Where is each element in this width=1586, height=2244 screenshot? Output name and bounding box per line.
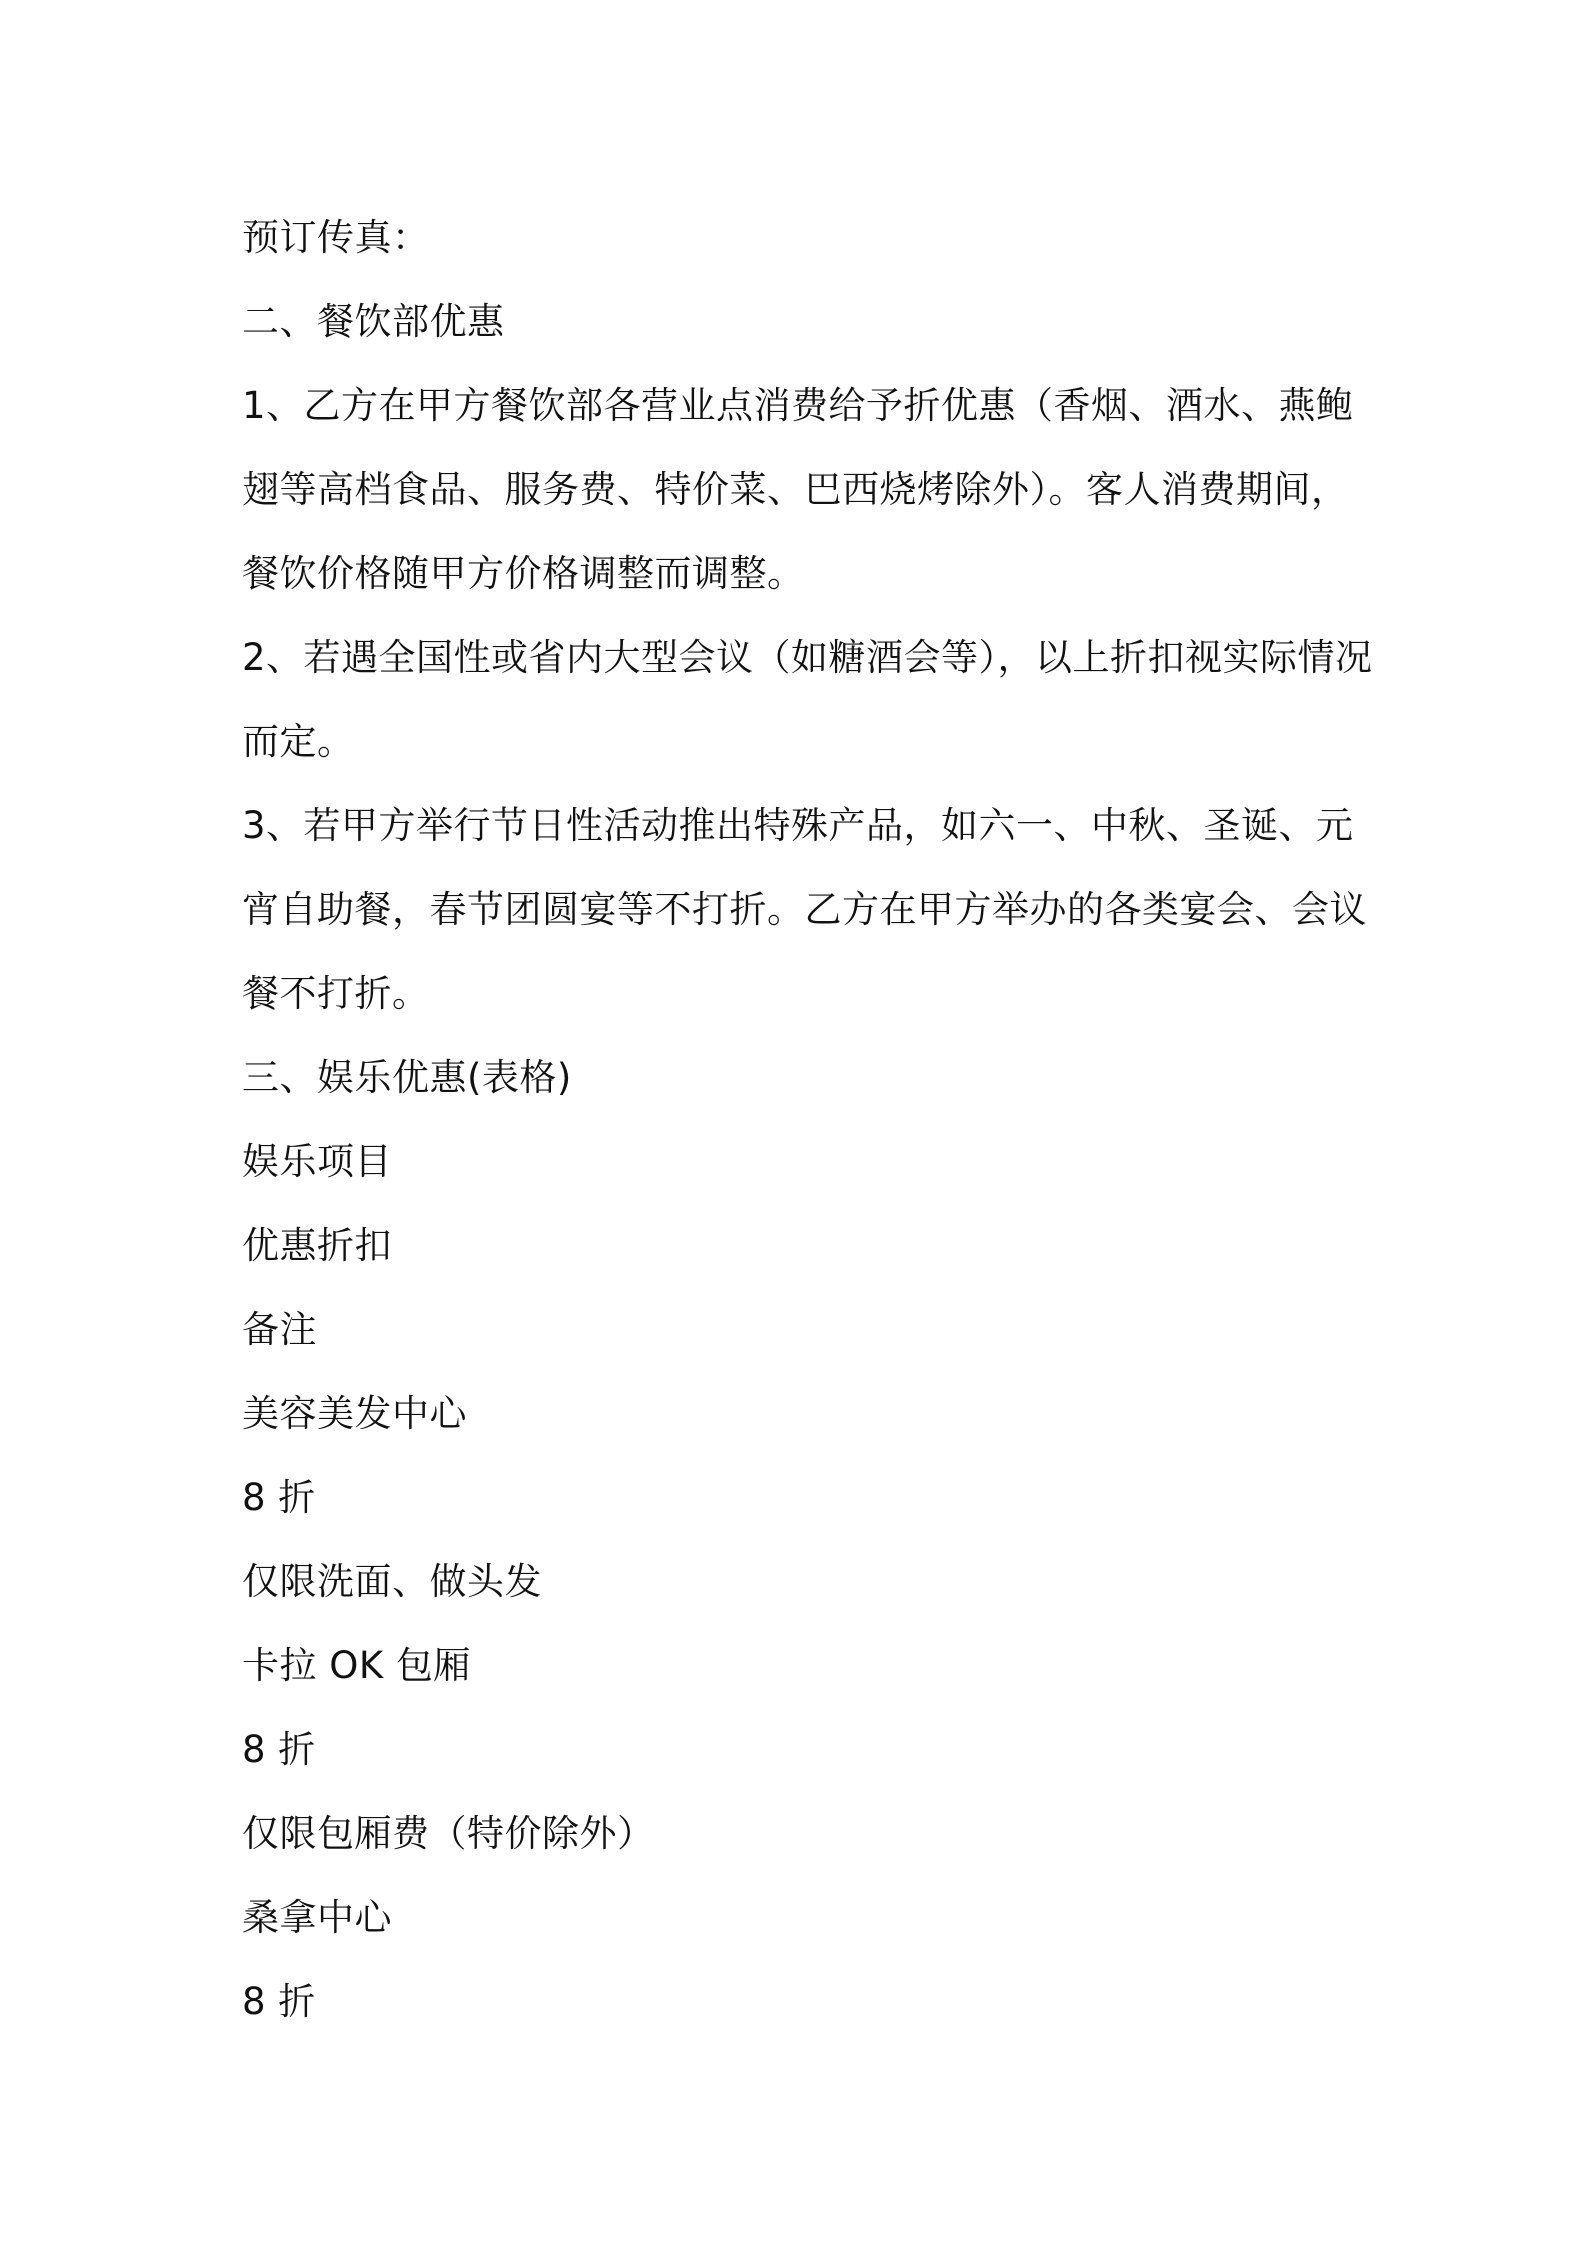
fax-label: 预订传真： (242, 216, 430, 259)
table-header-item: 娱乐项目 (242, 1140, 392, 1183)
table-header-discount: 优惠折扣 (242, 1224, 392, 1267)
document-body (242, 196, 1373, 2044)
table-cell-note: 仅限包厢费（特价除外） (242, 1812, 655, 1855)
item-3-paragraph (242, 784, 1367, 1036)
item-2-line-1: 2、若遇全国性或省内大型会议（如糖酒会等），以上折扣视实际情况 (242, 636, 1373, 679)
item-1-line-3: 餐饮价格随甲方价格调整而调整。 (242, 552, 805, 595)
item-3-line-2: 宵自助餐，春节团圆宴等不打折。乙方在甲方举办的各类宴会、会议 (242, 888, 1367, 931)
entertainment-table (242, 1120, 1362, 2044)
table-cell-discount: 8 折 (242, 1728, 316, 1771)
table-cell-item: 卡拉 OK 包厢 (242, 1644, 471, 1687)
table-cell-discount: 8 折 (242, 1980, 316, 2023)
section-3-heading: 三、娱乐优惠(表格) (242, 1056, 572, 1099)
item-2-line-2: 而定。 (242, 720, 355, 763)
item-3-line-1: 3、若甲方举行节日性活动推出特殊产品，如六一、中秋、圣诞、元 (242, 804, 1354, 847)
table-cell-discount: 8 折 (242, 1476, 316, 1519)
table-cell-item: 桑拿中心 (242, 1896, 392, 1939)
item-1-line-1: 1、乙方在甲方餐饮部各营业点消费给予折优惠（香烟、酒水、燕鲍 (242, 384, 1354, 427)
table-header-note: 备注 (242, 1308, 317, 1351)
section-2-heading: 二、餐饮部优惠 (242, 300, 505, 343)
item-1-line-2: 翅等高档食品、服务费、特价菜、巴西烧烤除外）。客人消费期间， (242, 468, 1349, 511)
table-cell-item: 美容美发中心 (242, 1392, 467, 1435)
item-2-paragraph (242, 616, 1373, 784)
item-3-line-3: 餐不打折。 (242, 972, 430, 1015)
item-1-paragraph (242, 364, 1362, 616)
table-cell-note: 仅限洗面、做头发 (242, 1560, 542, 1603)
